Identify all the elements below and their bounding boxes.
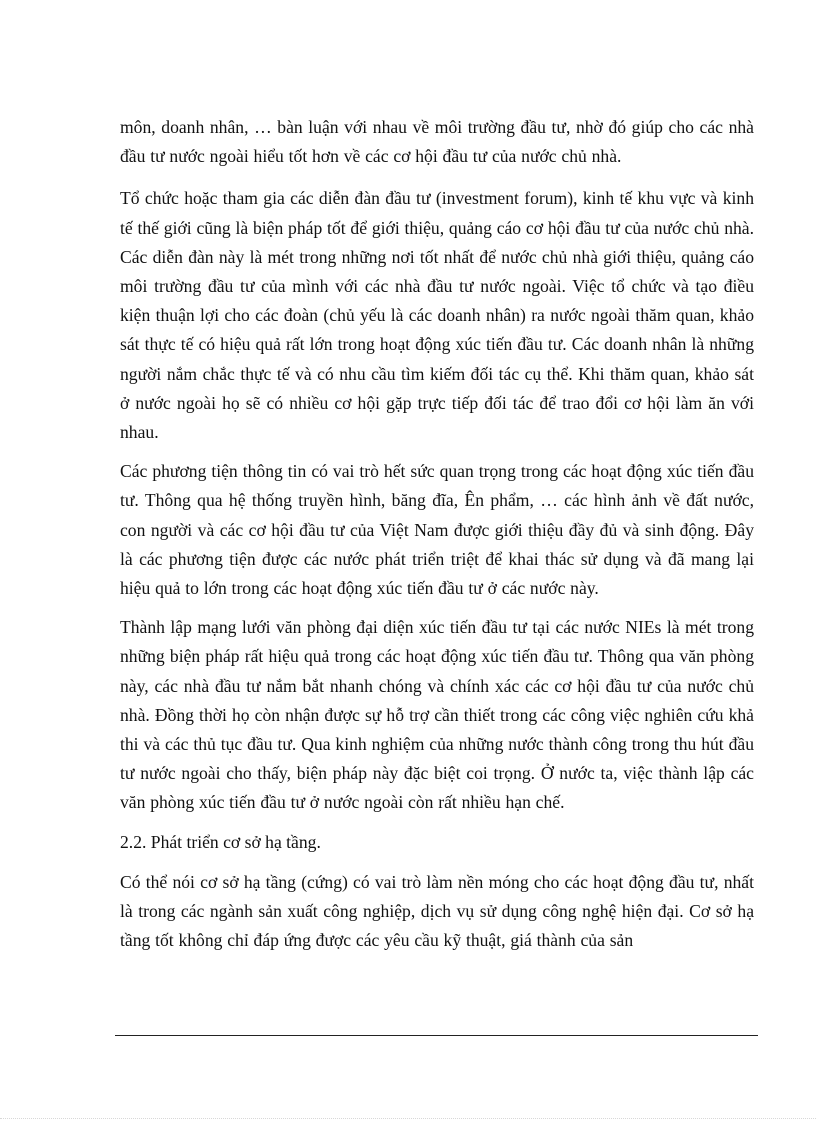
paragraph-investment-forum: Tổ chức hoặc tham gia các diễn đàn đầu tư (investment forum), kinh tế khu vực và kinh tế thế giới cũng là biện pháp tốt để giới thiệu, quảng cáo cơ hội đầu tư của nước chủ nhà. Các diễn đàn này là mét trong những nơi tốt nhất để nước chủ nhà giới thiệu, quảng cáo môi trường đầu tư của mình với các nhà đầu tư nước ngoài. Việc tổ chức và tạo điều kiện thuận lợi cho các đoàn (chủ yếu là các doanh nhân) ra nước ngoài thăm quan, khảo sát thực tế có hiệu quả rất lớn trong hoạt động xúc tiến đầu tư. Các doanh nhân là những người nắm chắc thực tế và có nhu cầu tìm kiếm đối tác cụ thể. Khi thăm quan, khảo sát ở nước ngoài họ sẽ có nhiều cơ hội gặp trực tiếp đối tác để trao đổi cơ hội làm ăn với nhau. bbox=[120, 188, 754, 443]
document-body bbox=[120, 113, 754, 965]
paragraph-investor-discussion: môn, doanh nhân, … bàn luận với nhau về môi trường đầu tư, nhờ đó giúp cho các nhà đầu tư nước ngoài hiểu tốt hơn về các cơ hội đầu tư của nước chủ nhà. bbox=[120, 117, 754, 167]
page-edge-dotted-line bbox=[0, 1118, 816, 1119]
paragraph-media-channels: Các phương tiện thông tin có vai trò hết sức quan trọng trong các hoạt động xúc tiến đầu tư. Thông qua hệ thống truyền hình, băng đĩa, Ên phẩm, … các hình ảnh về đất nước, con người và các cơ hội đầu tư của Việt Nam được giới thiệu đầy đủ và sinh động. Đây là các phương tiện được các nước phát triển triệt để khai thác sử dụng và đã mang lại hiệu quả to lớn trong các hoạt động xúc tiến đầu tư ở các nước này. bbox=[120, 461, 754, 599]
footer-divider bbox=[115, 1035, 758, 1036]
paragraph-representative-offices: Thành lập mạng lưới văn phòng đại diện xúc tiến đầu tư tại các nước NIEs là mét trong những biện pháp rất hiệu quả trong các hoạt động xúc tiến đầu tư. Thông qua văn phòng này, các nhà đầu tư nắm bắt nhanh chóng và chính xác các cơ hội đầu tư của nước chủ nhà. Đồng thời họ còn nhận được sự hỗ trợ cần thiết trong các công việc nghiên cứu khả thi và các thủ tục đầu tư. Qua kinh nghiệm của những nước thành công trong thu hút đầu tư nước ngoài cho thấy, biện pháp này đặc biệt coi trọng. Ở nước ta, việc thành lập các văn phòng xúc tiến đầu tư ở nước ngoài còn rất nhiều hạn chế. bbox=[120, 617, 754, 813]
paragraph-infrastructure: Có thể nói cơ sở hạ tầng (cứng) có vai trò làm nền móng cho các hoạt động đầu tư, nhất là trong các ngành sản xuất công nghiệp, dịch vụ sử dụng công nghệ hiện đại. Cơ sở hạ tầng tốt không chỉ đáp ứng được các yêu cầu kỹ thuật, giá thành của sản bbox=[120, 871, 754, 951]
section-heading: 2.2. Phát triển cơ sở hạ tầng. bbox=[120, 831, 321, 852]
